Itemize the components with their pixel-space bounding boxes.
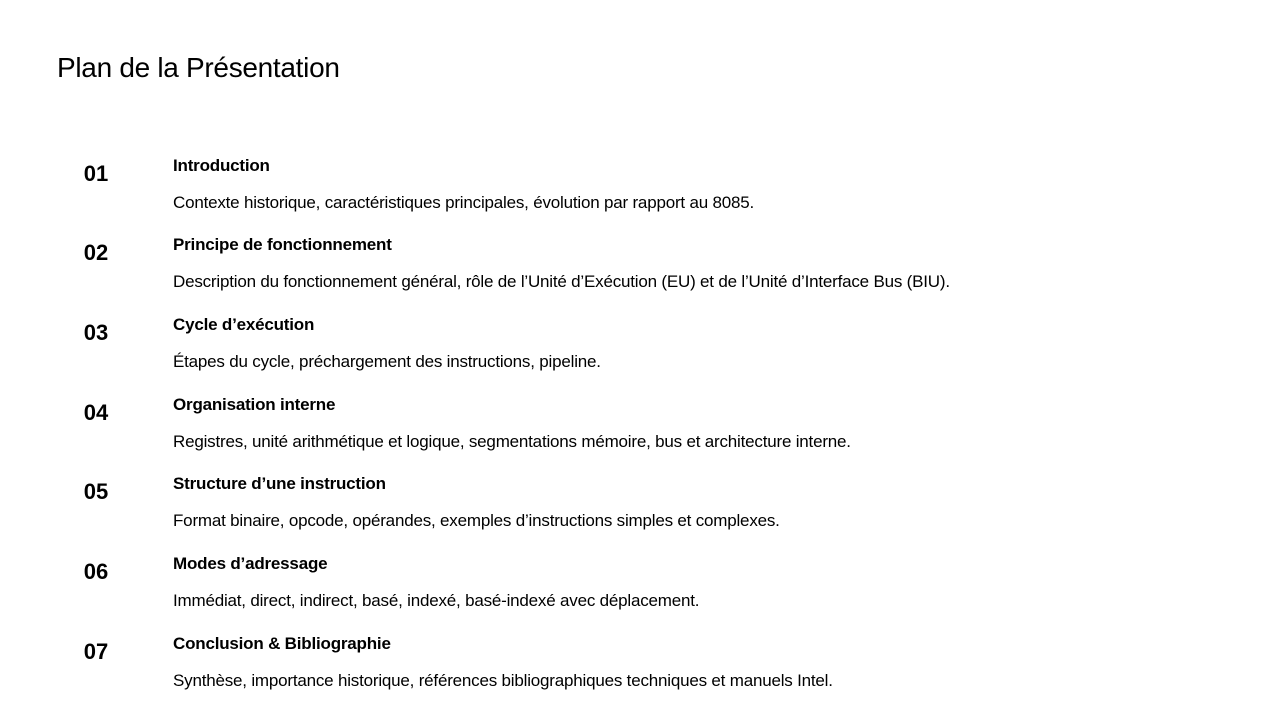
item-number: 03 bbox=[83, 320, 109, 345]
item-number: 06 bbox=[83, 559, 109, 584]
item-description: Registres, unité arithmétique et logique, segmentations mémoire, bus et architecture interne. bbox=[173, 432, 851, 451]
item-title: Modes d’adressage bbox=[173, 554, 328, 573]
item-number: 02 bbox=[83, 240, 109, 265]
item-number: 04 bbox=[83, 400, 109, 425]
item-number: 07 bbox=[83, 639, 109, 664]
agenda-item-principe bbox=[0, 235, 1280, 315]
item-description: Contexte historique, caractéristiques principales, évolution par rapport au 8085. bbox=[173, 193, 755, 212]
page-title: Plan de la Présentation bbox=[57, 52, 340, 83]
item-number: 05 bbox=[83, 479, 109, 504]
agenda-item-cycle bbox=[0, 315, 1280, 395]
item-description: Synthèse, importance historique, références bibliographiques techniques et manuels Intel. bbox=[173, 671, 833, 690]
item-title: Introduction bbox=[173, 156, 270, 175]
item-description: Format binaire, opcode, opérandes, exemples d’instructions simples et complexes. bbox=[173, 511, 780, 530]
item-number: 01 bbox=[83, 161, 109, 186]
item-title: Cycle d’exécution bbox=[173, 315, 315, 334]
agenda-item-modes bbox=[0, 554, 1280, 634]
item-description: Immédiat, direct, indirect, basé, indexé, basé-indexé avec déplacement. bbox=[173, 591, 700, 610]
item-title: Structure d’une instruction bbox=[173, 474, 386, 493]
agenda-item-conclusion bbox=[0, 634, 1280, 714]
item-description: Étapes du cycle, préchargement des instructions, pipeline. bbox=[173, 352, 601, 371]
item-description: Description du fonctionnement général, rôle de l’Unité d’Exécution (EU) et de l’Unité d’Interface Bus (BIU). bbox=[173, 272, 950, 291]
agenda-item-structure bbox=[0, 474, 1280, 554]
agenda-item-organisation bbox=[0, 395, 1280, 475]
item-title: Conclusion & Bibliographie bbox=[173, 634, 391, 653]
item-title: Organisation interne bbox=[173, 395, 336, 414]
item-title: Principe de fonctionnement bbox=[173, 235, 392, 254]
agenda-item-introduction bbox=[0, 156, 1280, 236]
